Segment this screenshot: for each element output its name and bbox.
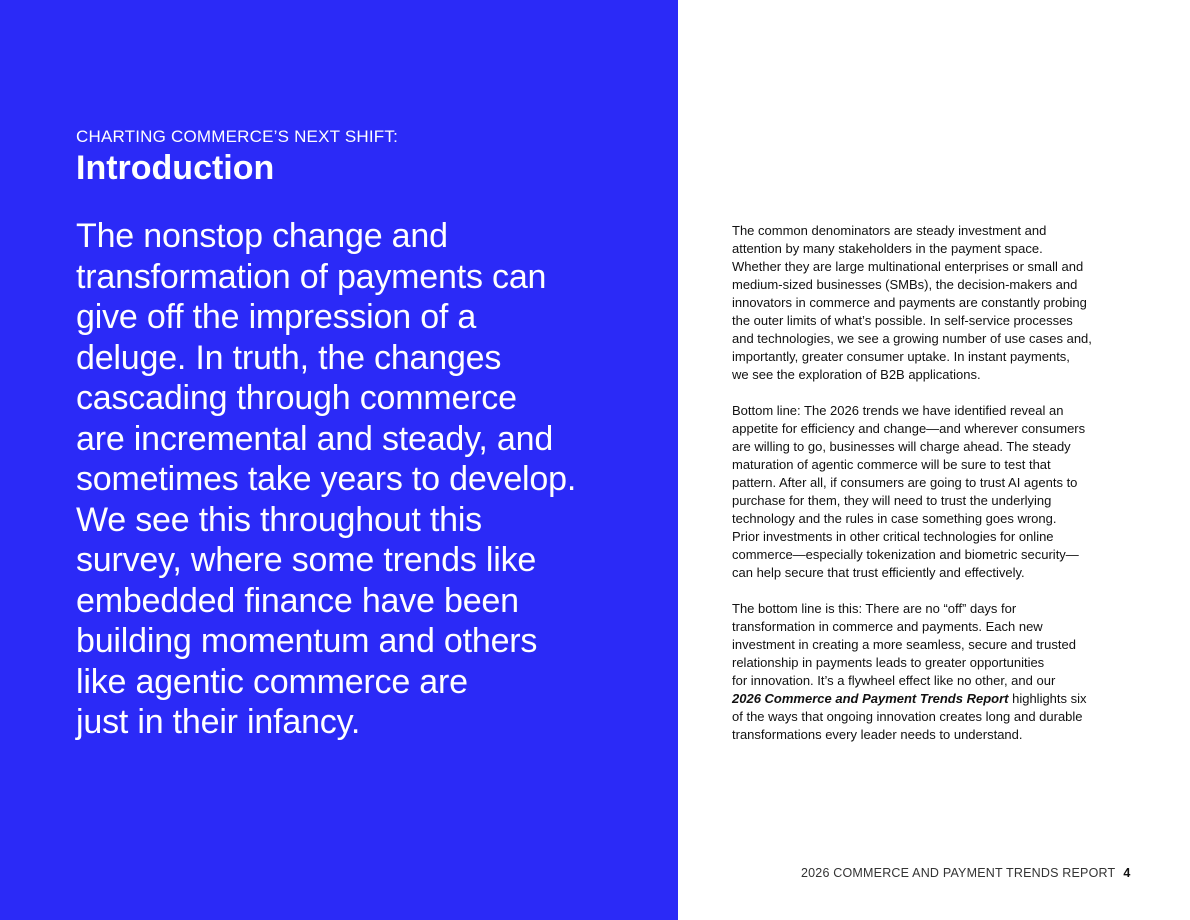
body-line: purchase for them, they will need to trust the underlying (732, 493, 1052, 508)
lead-line: just in their infancy. (76, 703, 361, 741)
report-title-suffix: highlights six (1008, 691, 1087, 706)
body-line-with-report-title (732, 690, 1152, 708)
body-line: attention by many stakeholders in the payment space. (732, 241, 1043, 256)
lead-line: sometimes take years to develop. (76, 460, 577, 498)
lead-line: cascading through commerce (76, 379, 517, 417)
lead-line: We see this throughout this (76, 500, 482, 539)
body-line: we see the exploration of B2B applications. (732, 367, 981, 382)
lead-line: building momentum and others (76, 622, 538, 660)
body-line: can help secure that trust efficiently and effectively. (732, 565, 1025, 580)
body-paragraph-2 (732, 402, 1152, 582)
footer-report-name: 2026 COMMERCE AND PAYMENT TRENDS REPORT (801, 866, 1116, 880)
body-line: the outer limits of what’s possible. In self-service processes (732, 313, 1073, 328)
lead-statement (76, 216, 636, 743)
body-line: transformations every leader needs to understand. (732, 727, 1023, 742)
body-line: appetite for efficiency and change—and wherever consumers (732, 421, 1086, 436)
report-title: 2026 Commerce and Payment Trends Report (732, 691, 1009, 706)
section-eyebrow: CHARTING COMMERCE’S NEXT SHIFT: (76, 127, 398, 146)
lead-line: survey, where some trends like (76, 541, 537, 579)
body-line: Prior investments in other critical technologies for online (732, 529, 1054, 544)
body-paragraph-3 (732, 600, 1152, 744)
lead-line: like agentic commerce are (76, 662, 468, 701)
body-line: technology and the rules in case something goes wrong. (732, 511, 1057, 526)
lead-line: deluge. In truth, the changes (76, 338, 502, 377)
body-line: medium-sized businesses (SMBs), the decision-makers and (732, 277, 1078, 292)
lead-line: are incremental and steady, and (76, 419, 554, 458)
lead-line: The nonstop change and (76, 217, 448, 255)
page-title: Introduction (76, 149, 275, 187)
body-line: The common denominators are steady investment and (732, 223, 1047, 238)
body-line: commerce—especially tokenization and biometric security— (732, 547, 1079, 562)
page-number: 4 (1123, 866, 1131, 880)
body-line: for innovation. It’s a flywheel effect like no other, and our (732, 673, 1056, 688)
body-line: and technologies, we see a growing number of use cases and, (732, 331, 1092, 346)
body-line: Bottom line: The 2026 trends we have identified reveal an (732, 403, 1064, 418)
body-line: Whether they are large multinational enterprises or small and (732, 259, 1084, 274)
body-line: are willing to go, businesses will charge ahead. The steady (732, 439, 1071, 454)
body-line: of the ways that ongoing innovation creates long and durable (732, 709, 1083, 724)
body-line: The bottom line is this: There are no “off” days for (732, 601, 1017, 616)
page-footer (801, 866, 1131, 880)
body-line: innovators in commerce and payments are constantly probing (732, 295, 1087, 310)
body-text-column (732, 222, 1152, 762)
body-line: relationship in payments leads to greater opportunities (732, 655, 1045, 670)
body-line: pattern. After all, if consumers are going to trust AI agents to (732, 475, 1078, 490)
body-line: transformation in commerce and payments. Each new (732, 619, 1043, 634)
lead-line: embedded finance have been (76, 581, 519, 620)
body-line: importantly, greater consumer uptake. In instant payments, (732, 349, 1070, 364)
lead-line: give off the impression of a (76, 298, 477, 336)
body-paragraph-1 (732, 222, 1152, 384)
body-line: investment in creating a more seamless, secure and trusted (732, 637, 1076, 652)
body-line: maturation of agentic commerce will be sure to test that (732, 457, 1051, 472)
lead-line: transformation of payments can (76, 257, 547, 296)
